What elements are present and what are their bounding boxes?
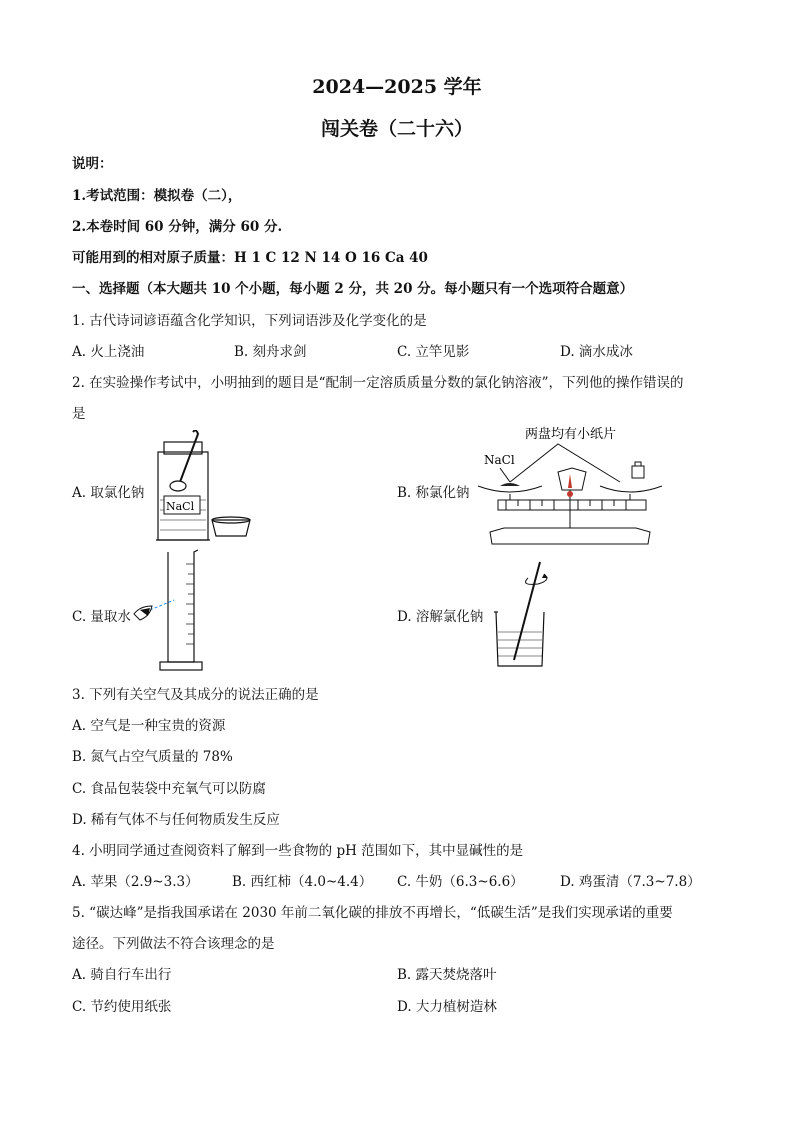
balance-caption: 两盘均有小纸片 xyxy=(525,427,617,442)
q2-option-b[interactable]: B. 称氯化钠 xyxy=(397,485,470,501)
question-1-stem: 1. 古代诗词谚语蕴含化学知识，下列词语涉及化学变化的是 xyxy=(72,313,427,329)
q5-option-c[interactable]: C. 节约使用纸张 xyxy=(72,999,172,1015)
q3-option-a[interactable]: A. 空气是一种宝贵的资源 xyxy=(72,718,226,734)
graduated-cylinder-figure xyxy=(130,548,210,678)
q3-option-d[interactable]: D. 稀有气体不与任何物质发生反应 xyxy=(72,812,280,828)
q4-option-b[interactable]: B. 西红柿（4.0~4.4） xyxy=(232,874,373,890)
exam-year: 2024—2025 学年 xyxy=(312,76,482,98)
intro-time: 2.本卷时间 60 分钟，满分 60 分. xyxy=(72,219,283,235)
q1-option-d[interactable]: D. 滴水成冰 xyxy=(560,344,633,360)
balance-figure xyxy=(470,424,670,552)
q3-option-c[interactable]: C. 食品包装袋中充氧气可以防腐 xyxy=(72,781,266,797)
q1-option-b[interactable]: B. 刻舟求剑 xyxy=(234,344,307,360)
q3-option-b[interactable]: B. 氮气占空气质量的 78% xyxy=(72,749,233,765)
q5-option-d[interactable]: D. 大力植树造林 xyxy=(397,999,497,1015)
q4-option-d[interactable]: D. 鸡蛋清（7.3~7.8） xyxy=(560,874,701,890)
question-2-stem-cont: 是 xyxy=(72,406,86,422)
q2-option-c[interactable]: C. 量取水 xyxy=(72,609,131,625)
bottle-label: NaCl xyxy=(166,500,195,513)
q1-option-a[interactable]: A. 火上浇油 xyxy=(72,344,145,360)
balance-nacl-label: NaCl xyxy=(484,453,515,467)
intro-label: 说明： xyxy=(72,156,113,172)
q5-option-a[interactable]: A. 骑自行车出行 xyxy=(72,967,172,983)
question-3-stem: 3. 下列有关空气及其成分的说法正确的是 xyxy=(72,687,319,703)
q4-option-c[interactable]: C. 牛奶（6.3~6.6） xyxy=(397,874,524,890)
q1-option-c[interactable]: C. 立竿见影 xyxy=(397,344,470,360)
atomic-mass-line: 可能用到的相对原子质量：H 1 C 12 N 14 O 16 Ca 40 xyxy=(72,250,428,266)
page-title: 闯关卷（二十六） xyxy=(320,118,473,140)
question-2-stem: 2. 在实验操作考试中，小明抽到的题目是“配制一定溶质质量分数的氯化钠溶液”，下列他的操作错误的 xyxy=(72,375,684,391)
q4-option-a[interactable]: A. 苹果（2.9~3.3） xyxy=(72,874,199,890)
intro-scope: 1.考试范围：模拟卷（二）， xyxy=(72,188,242,204)
question-5-stem: 5. “碳达峰”是指我国承诺在 2030 年前二氧化碳的排放不再增长，“低碳生活”是我们实现承诺的重要 xyxy=(72,905,673,921)
q2-option-d[interactable]: D. 溶解氯化钠 xyxy=(397,609,484,625)
q2-option-a[interactable]: A. 取氯化钠 xyxy=(72,485,145,501)
beaker-stirring-figure xyxy=(490,556,560,672)
section-heading: 一、选择题（本大题共 10 个小题，每小题 2 分，共 20 分。每小题只有一个选项符合题意） xyxy=(72,281,634,297)
q5-option-b[interactable]: B. 露天焚烧落叶 xyxy=(397,967,497,983)
question-4-stem: 4. 小明同学通过查阅资料了解到一些食物的 pH 范围如下，其中显碱性的是 xyxy=(72,843,524,859)
reagent-bottle-figure xyxy=(150,430,280,545)
question-5-stem-cont: 途径。下列做法不符合该理念的是 xyxy=(72,936,275,952)
